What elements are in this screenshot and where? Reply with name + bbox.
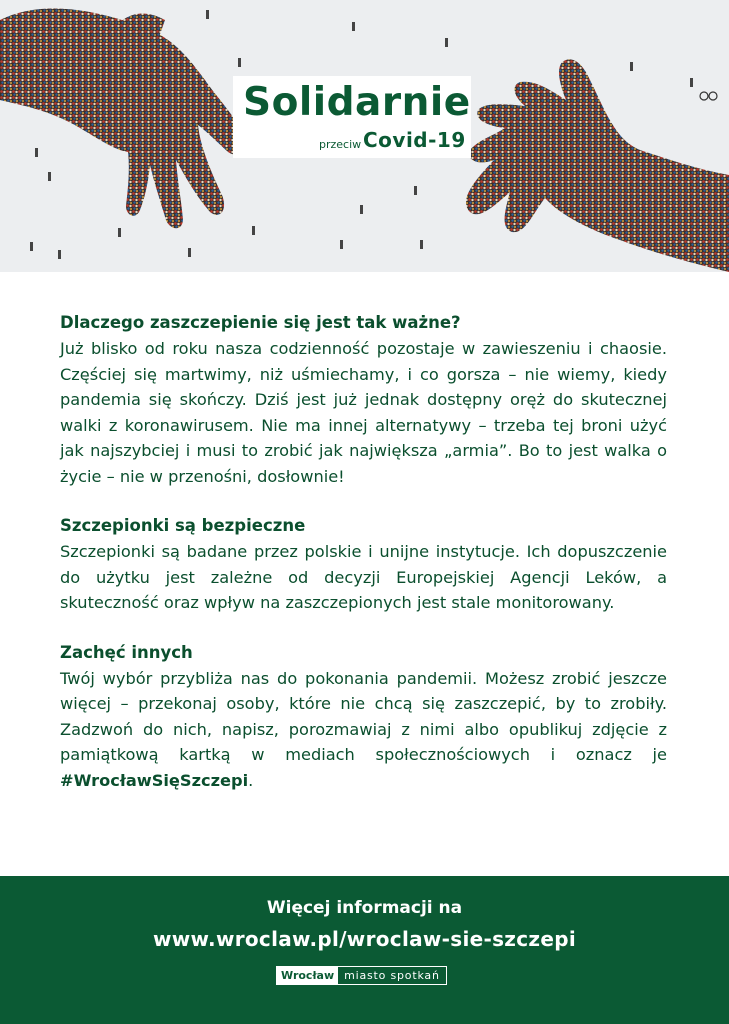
section-paragraph: Szczepionki są badane przez polskie i unijne instytucje. Ich dopuszczenie do użytku jest zależne od decyzji Europejskiej Agencji Leków, a skuteczność oraz wpływ na zaszczepionych jest stale monitorowany. [60,542,667,612]
city-logo [276,966,447,985]
section-heading: Szczepionki są bezpieczne [60,516,306,535]
section-heading: Zachęć innych [60,642,193,662]
logo-city-name: Wrocław [277,967,338,984]
footer-banner [0,876,729,1024]
header-illustration [0,0,729,272]
section-paragraph [60,666,667,794]
logo-tagline: miasto spotkań [344,969,440,982]
section-paragraph: Już blisko od roku nasza codzienność pozostaje w zawieszeniu i chaosie. Częściej się martwimy, niż uśmiechamy, i co gorsza – nie wiemy, kiedy pandemia się skończy. Dziś jest już jednak dostępny oręż do skutecznej walki z koronawirusem. Nie ma innej alternatywy – trzeba tej broni użyć jak najszybciej i musi to zrobić jak największa „armia”. Bo to jest walka o życie – nie w przenośni, dosłownie! [60,339,667,486]
hashtag: #WrocławSięSzczepi [60,770,249,790]
paragraph-text: Twój wybór przybliża nas do pokonania pandemii. Możesz zrobić jeszcze więcej – przekonaj osoby, które nie chcą się zaszczepić, by to zrobiły. Zadzwoń do nich, napisz, porozmawiaj z nimi albo opublikuj zdjęcie z pamiątkową kartką w mediach społecznościowych i oznacz je [60,668,667,764]
article-body [60,310,667,817]
section-vaccines-safe [60,513,667,616]
info-url-link[interactable]: www.wroclaw.pl/wroclaw-sie-szczepi [153,927,576,951]
campaign-subtitle: Covid-19 [363,128,466,152]
campaign-subtitle-prefix: przeciw [319,138,362,151]
paragraph-suffix: . [248,770,254,790]
section-encourage-others [60,640,667,794]
right-hand-crowd [466,59,729,272]
left-hand-crowd [0,9,246,229]
more-info-label: Więcej informacji na [266,898,463,918]
campaign-title-box [233,76,471,158]
section-why-vaccinate [60,310,667,489]
campaign-title: Solidarnie [243,80,471,125]
section-heading: Dlaczego zaszczepienie się jest tak ważne? [60,313,461,332]
